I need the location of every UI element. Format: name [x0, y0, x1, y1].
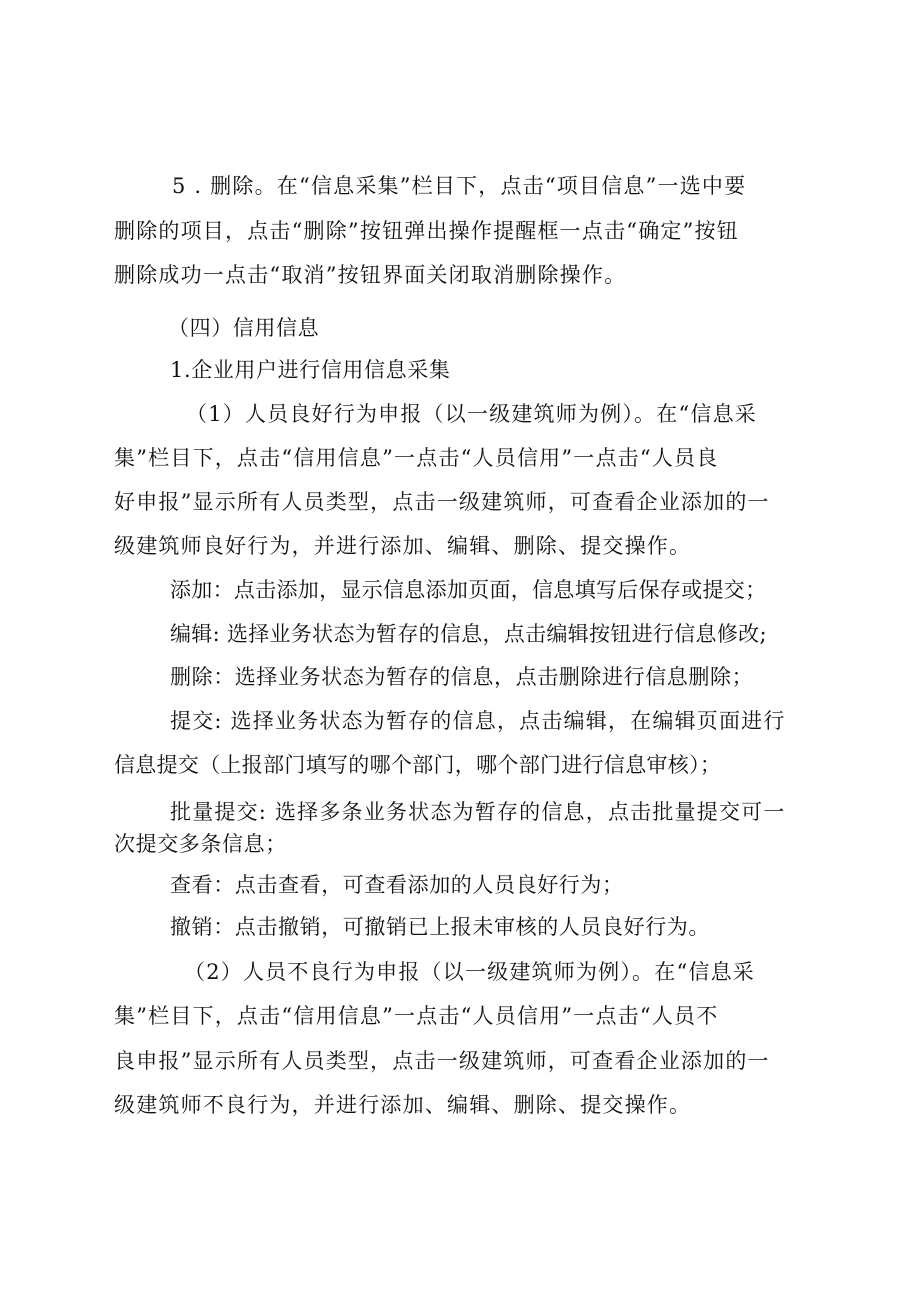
op-add-line: 添加：点击添加，显示信息添加页面，信息填写后保存或提交； [170, 578, 767, 602]
op-delete-line: 删除：选择业务状态为暂存的信息，点击删除进行信息删除； [170, 665, 754, 689]
item5-line-2: 删除的项目，点击“删除”按钮弹出操作提醒框一点击“确定”按钮 [114, 219, 739, 243]
op-batch-line-1: 批量提交: 选择多条业务状态为暂存的信息，点击批量提交可一 [170, 800, 786, 824]
good-behavior-line-4: 级建筑师良好行为，并进行添加、编辑、删除、提交操作。 [114, 534, 692, 558]
section-heading-credit-info: （四）信用信息 [168, 316, 320, 340]
bad-behavior-line-3: 良申报”显示所有人员类型，点击一级建筑师，可查看企业添加的一 [114, 1049, 770, 1073]
good-behavior-line-3: 好申报”显示所有人员类型，点击一级建筑师，可查看企业添加的一 [114, 490, 770, 514]
bad-behavior-line-4: 级建筑师不良行为，并进行添加、编辑、删除、提交操作。 [114, 1093, 692, 1117]
op-submit-line-2: 信息提交（上报部门填写的哪个部门，哪个部门进行信息审核）； [114, 753, 722, 777]
bad-behavior-line-2: 集”栏目下，点击“信用信息”一点击“人员信用”一点击“人员不 [114, 1004, 719, 1028]
op-edit-line: 编辑: 选择业务状态为暂存的信息，点击编辑按钮进行信息修改; [170, 622, 767, 646]
op-submit-line-1: 提交: 选择业务状态为暂存的信息，点击编辑，在编辑页面进行 [170, 709, 786, 733]
op-revoke-line: 撤销：点击撤销，可撤销已上报未审核的人员良好行为。 [170, 915, 710, 939]
bad-behavior-line-1: （2）人员不良行为申报（以一级建筑师为例）。在“信息采 [184, 960, 755, 984]
subsection-heading-credit-collection: 1.企业用户进行信用信息采集 [170, 358, 451, 382]
op-view-line: 查看：点击查看，可查看添加的人员良好行为； [170, 873, 624, 897]
good-behavior-line-1: （1）人员良好行为申报（以一级建筑师为例）。在“信息采 [186, 402, 757, 426]
item5-line-3: 删除成功一点击“取消”按钮界面关闭取消删除操作。 [114, 263, 627, 287]
item5-line-1: 5 . 删除。在“信息采集”栏目下，点击“项目信息”一选中要 [172, 174, 747, 198]
good-behavior-line-2: 集”栏目下，点击“信用信息”一点击“人员信用”一点击“人员良 [114, 446, 719, 470]
op-batch-line-2: 次提交多条信息； [114, 832, 287, 856]
